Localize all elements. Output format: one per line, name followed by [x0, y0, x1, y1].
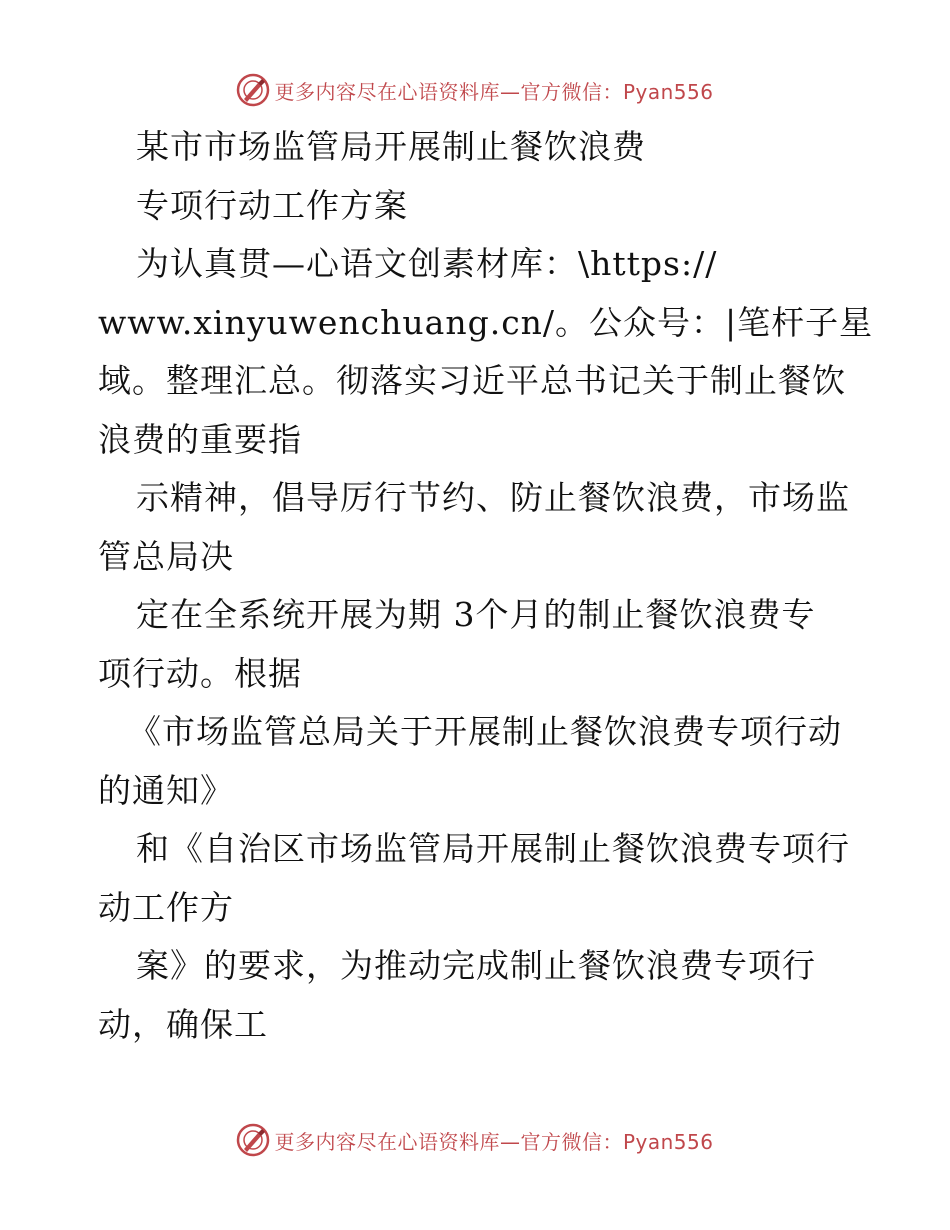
paragraph-line: 定在全系统开展为期 3个月的制止餐饮浪费专 [136, 595, 816, 634]
paragraph-line: 为认真贯—心语文创素材库：\https:// [136, 244, 718, 283]
paragraph-line: www.xinyuwenchuang.cn/。公众号：|笔杆子星 [98, 302, 874, 342]
banner-text: 更多内容尽在心语资料库—官方微信：Pyan556 [274, 79, 714, 104]
paragraph-line: 动，确保工 [98, 1004, 268, 1044]
paragraph-line: 项行动。根据 [98, 653, 302, 693]
paragraph-line: 案》的要求，为推动完成制止餐饮浪费专项行 [136, 946, 816, 985]
document-body [98, 118, 874, 1054]
title-line-1: 某市市场监管局开展制止餐饮浪费 [136, 127, 646, 166]
footer-banner [0, 1120, 950, 1160]
paragraph-line: 动工作方 [98, 887, 234, 927]
paragraph-line: 的通知》 [98, 770, 234, 810]
paragraph-line: 示精神，倡导厉行节约、防止餐饮浪费，市场监 [136, 478, 850, 517]
header-banner [0, 70, 950, 110]
paragraph-line: 管总局决 [98, 536, 234, 576]
paragraph-line: 和《自治区市场监管局开展制止餐饮浪费专项行 [136, 829, 850, 868]
title-line-2: 专项行动工作方案 [136, 185, 408, 225]
pen-logo-icon [236, 73, 270, 107]
banner-text: 更多内容尽在心语资料库—官方微信：Pyan556 [274, 1129, 714, 1154]
paragraph-line: 域。整理汇总。彻落实习近平总书记关于制止餐饮 [98, 361, 846, 400]
paragraph-line: 《市场监管总局关于开展制止餐饮浪费专项行动 [128, 712, 842, 751]
pen-logo-icon [236, 1123, 270, 1157]
paragraph-line: 浪费的重要指 [98, 419, 302, 459]
